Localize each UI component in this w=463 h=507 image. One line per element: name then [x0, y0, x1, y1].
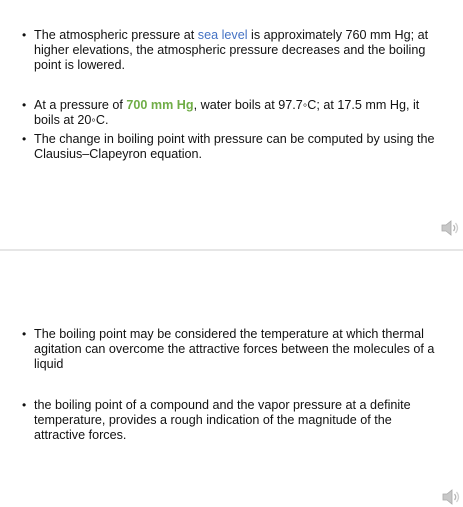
speaker-icon[interactable]: [441, 487, 461, 507]
bullet-text: is approximately 760 mm Hg; at higher elevations, the atmospheric pressure decreases and the boiling point is lowered.: [34, 28, 429, 72]
highlight-pressure: 700 mm Hg: [126, 98, 194, 112]
bullet-list: [22, 28, 437, 162]
bullet-item: [22, 98, 437, 128]
speaker-icon[interactable]: [440, 218, 460, 238]
bullet-list: [22, 327, 437, 443]
highlight-sea-level: sea level: [197, 28, 248, 42]
slide-2: [0, 251, 463, 500]
slide-1: [0, 0, 463, 250]
bullet-item: [22, 327, 437, 372]
bullet-text: The boiling point may be considered the temperature at which thermal agitation can overcome the attractive forces between the molecules of a liquid: [34, 327, 435, 371]
bullet-item: [22, 132, 437, 162]
bullet-text: the boiling point of a compound and the vapor pressure at a definite temperature, provides a rough indication of the magnitude of the attractive forces.: [34, 398, 411, 442]
bullet-item: [22, 28, 437, 73]
bullet-item: [22, 398, 437, 443]
bullet-text: The change in boiling point with pressure can be computed by using the Clausius–Clapeyron equation.: [34, 132, 435, 161]
bullet-text: The atmospheric pressure at: [34, 28, 198, 42]
bullet-text: At a pressure of: [34, 98, 127, 112]
bullet-text: , water boils at 97.7◦C; at 17.5 mm Hg, it boils at 20◦C.: [34, 98, 420, 127]
